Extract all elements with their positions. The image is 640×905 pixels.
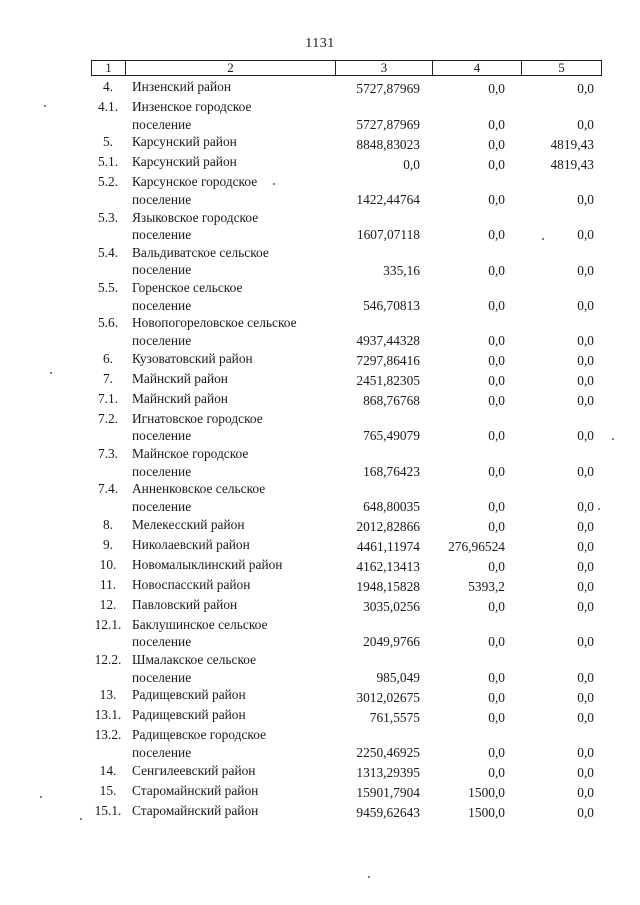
row-value-col-4: 0,0 [488,373,505,389]
row-value-col-4: 0,0 [488,599,505,615]
row-value-col-5: 4819,43 [550,136,594,152]
row-name: Игнатовское городское поселение [132,410,263,444]
row-number: 12.1. [94,616,122,632]
row-number: 7.3. [97,446,119,462]
table-row [91,445,602,480]
row-value-col-5: 0,0 [577,116,594,132]
row-value-col-3: 7297,86416 [356,353,420,369]
row-number: 9. [102,536,114,552]
table-row [91,350,602,370]
row-value-col-3: 761,5575 [369,709,420,725]
scan-speck [542,238,544,240]
row-name: Анненковское сельское поселение [132,481,266,514]
row-value-col-3: 9459,62643 [356,804,420,820]
row-value-col-5: 0,0 [577,393,594,409]
row-name: Старомайнский район [132,802,259,818]
row-number: 13.1. [94,707,122,723]
row-name: Инзенское городское поселение [132,99,252,132]
row-number: 10. [99,556,117,572]
row-number: 4.1. [97,99,119,114]
row-value-col-5: 0,0 [577,599,594,615]
row-name: Радищевский район [132,687,246,703]
table-row [91,370,602,390]
row-value-col-3: 1313,29395 [356,764,420,780]
row-value-col-3: 3035,0256 [363,599,420,615]
table-row [91,78,602,98]
row-value-col-3: 2012,82866 [356,519,420,535]
row-name: Карсунское городское поселение [132,174,258,207]
table-row [91,686,602,706]
scan-speck [368,876,370,878]
row-number: 15.1. [94,802,122,818]
row-name: Кузоватовский район [132,350,253,366]
table-row [91,651,602,686]
table-row [91,706,602,726]
row-value-col-3: 1607,07118 [356,227,420,243]
row-value-col-4: 0,0 [488,744,505,760]
row-value-col-4: 0,0 [488,559,505,575]
row-number: 15. [99,782,117,798]
table-row [91,480,602,515]
table-row [91,173,602,208]
row-value-col-5: 0,0 [577,744,594,760]
row-name: Старомайнский район [132,782,259,798]
row-name: Новоспасский район [132,576,251,592]
row-number: 7. [102,370,114,386]
row-value-col-4: 0,0 [488,519,505,535]
row-value-col-5: 4819,43 [550,156,594,172]
table-row [91,576,602,596]
row-name: Радищевский район [132,707,246,723]
row-value-col-5: 0,0 [577,499,594,515]
row-value-col-4: 0,0 [488,709,505,725]
row-name: Баклушинское сельское поселение [132,616,268,650]
row-name: Майнский район [132,390,228,406]
table-header [91,60,602,76]
row-value-col-3: 868,76768 [363,393,420,409]
row-number: 5. [102,134,114,150]
row-value-col-4: 0,0 [488,764,505,780]
table-row [91,516,602,536]
row-name: Вальдиватское сельское поселение [132,244,269,278]
row-name: Майнское городское поселение [132,446,249,479]
table-row [91,616,602,651]
row-value-col-4: 0,0 [488,156,505,172]
row-value-col-4: 276,96524 [448,539,505,555]
row-value-col-5: 0,0 [577,519,594,535]
row-number: 5.4. [97,244,119,260]
row-number: 5.5. [97,280,119,296]
table-row [91,279,602,314]
row-number: 5.1. [97,154,119,170]
scan-speck [598,508,600,510]
scan-speck [612,438,614,440]
row-value-col-5: 0,0 [577,262,594,278]
table-row [91,314,602,349]
row-value-col-4: 0,0 [488,81,505,97]
row-name: Карсунский район [132,154,237,170]
row-value-col-5: 0,0 [577,689,594,705]
row-value-col-4: 0,0 [488,333,505,349]
row-value-col-5: 0,0 [577,669,594,685]
row-name: Языковское городское поселение [132,209,259,243]
row-number: 5.3. [97,209,119,225]
row-value-col-5: 0,0 [577,428,594,444]
row-name: Радищевское городское поселение [132,727,267,760]
header-col-5: 5 [558,60,565,75]
row-number: 6. [102,350,114,366]
row-value-col-5: 0,0 [577,559,594,575]
row-value-col-3: 1422,44764 [356,192,420,207]
row-number: 13.2. [94,727,122,743]
table-row [91,410,602,445]
row-value-col-4: 0,0 [488,669,505,685]
header-col-3: 3 [336,61,433,75]
row-value-col-5: 0,0 [577,81,594,97]
table-row [91,244,602,279]
row-value-col-3: 15901,7904 [356,784,420,800]
row-value-col-5: 0,0 [577,373,594,389]
row-name: Инзенский район [132,79,232,94]
row-name: Горенское сельское поселение [132,280,243,313]
row-value-col-5: 0,0 [577,353,594,369]
row-value-col-3: 8848,83023 [356,136,420,152]
scan-speck [40,796,42,798]
row-value-col-3: 5727,87969 [356,116,420,132]
header-col-2: 2 [126,61,336,75]
row-value-col-5: 0,0 [577,784,594,800]
row-value-col-3: 648,80035 [363,499,420,515]
row-value-col-3: 335,16 [383,262,420,278]
row-number: 7.2. [97,410,119,426]
row-name: Новопогореловское сельское поселение [132,315,297,349]
row-value-col-3: 0,0 [403,156,420,172]
table-row [91,98,602,133]
row-number: 8. [102,516,114,532]
row-name: Мелекесский район [132,516,245,532]
row-name: Карсунский район [132,134,237,150]
table-row [91,762,602,782]
row-value-col-5: 0,0 [577,709,594,725]
header-col-1: 1 [92,61,126,75]
row-number: 5.6. [97,315,119,331]
row-value-col-4: 0,0 [488,116,505,132]
row-number: 7.4. [97,481,119,497]
row-number: 5.2. [97,174,119,190]
row-value-col-4: 0,0 [488,634,505,650]
row-name: Николаевский район [132,536,250,552]
row-number: 12. [99,596,117,612]
row-value-col-5: 0,0 [577,579,594,595]
row-value-col-3: 4162,13413 [356,559,420,575]
page-number: 1131 [305,36,335,51]
table-row [91,596,602,616]
row-value-col-4: 0,0 [488,428,505,444]
scan-speck [44,105,46,107]
row-name: Сенгилеевский район [132,762,256,778]
row-name: Павловский район [132,596,238,612]
row-number: 14. [99,762,117,778]
table-body [91,78,602,822]
row-value-col-3: 765,49079 [363,428,420,444]
row-value-col-4: 0,0 [488,499,505,515]
row-value-col-5: 0,0 [577,634,594,650]
row-name: Шмалакское сельское поселение [132,651,257,685]
row-value-col-4: 0,0 [488,689,505,705]
row-value-col-3: 168,76423 [363,463,420,479]
row-value-col-5: 0,0 [577,333,594,349]
row-name: Майнский район [132,370,228,386]
row-value-col-4: 0,0 [488,136,505,152]
table-row [91,782,602,802]
row-value-col-3: 1948,15828 [356,579,420,595]
row-value-col-4: 0,0 [488,262,505,278]
row-number: 12.2. [94,651,122,667]
header-col-4: 4 [433,61,522,75]
row-value-col-4: 0,0 [488,393,505,409]
row-value-col-5: 0,0 [577,539,594,555]
row-value-col-4: 1500,0 [468,784,505,800]
scan-speck [50,372,52,374]
table-row [91,556,602,576]
row-value-col-4: 0,0 [488,353,505,369]
row-value-col-4: 5393,2 [468,579,505,595]
table-row [91,726,602,761]
row-value-col-5: 0,0 [577,192,594,207]
row-value-col-4: 0,0 [488,227,505,243]
row-value-col-3: 4937,44328 [356,333,420,349]
row-value-col-3: 3012,02675 [356,689,420,705]
scan-speck [273,183,275,185]
table-row [91,390,602,410]
row-value-col-5: 0,0 [577,297,594,313]
row-value-col-5: 0,0 [577,227,594,243]
row-number: 4. [102,79,114,94]
table-row [91,133,602,153]
row-value-col-5: 0,0 [577,804,594,820]
row-number: 13. [99,687,117,703]
row-value-col-3: 5727,87969 [356,81,420,97]
table-row [91,802,602,822]
row-value-col-4: 0,0 [488,192,505,207]
row-value-col-4: 0,0 [488,297,505,313]
row-value-col-3: 2250,46925 [356,744,420,760]
row-value-col-3: 2049,9766 [363,634,420,650]
row-value-col-3: 546,70813 [363,297,420,313]
scan-speck [80,818,82,820]
table-row [91,209,602,244]
table-row [91,536,602,556]
row-name: Новомалыклинский район [132,556,283,572]
row-value-col-3: 4461,11974 [356,539,420,555]
row-value-col-4: 1500,0 [468,804,505,820]
row-number: 11. [99,576,117,592]
row-value-col-3: 2451,82305 [356,373,420,389]
table-row [91,153,602,173]
row-value-col-3: 985,049 [376,669,420,685]
row-value-col-4: 0,0 [488,463,505,479]
row-number: 7.1. [97,390,119,406]
row-value-col-5: 0,0 [577,463,594,479]
row-value-col-5: 0,0 [577,764,594,780]
